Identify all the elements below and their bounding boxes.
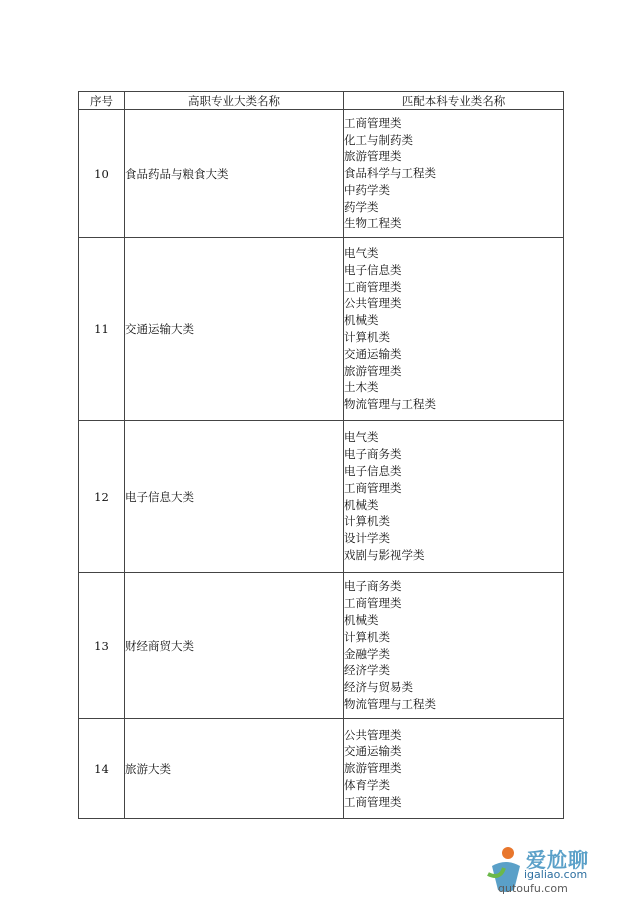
match-item: 计算机类: [344, 514, 390, 529]
table-row: [79, 238, 564, 421]
watermark-text: 爱尬聊: [526, 848, 589, 872]
table-row: [79, 573, 564, 719]
match-item: 工商管理类: [344, 794, 402, 809]
row-matches: [344, 573, 564, 719]
row-matches: [344, 110, 564, 238]
header-serial: 序号: [79, 92, 125, 110]
row-category: 旅游大类: [125, 719, 344, 819]
header-matched-undergrad: 匹配本科专业类名称: [344, 92, 564, 110]
match-item: 机械类: [344, 612, 379, 627]
row-number: 11: [79, 238, 125, 421]
match-item: 机械类: [344, 313, 379, 328]
table-row: [79, 110, 564, 238]
match-item: 工商管理类: [344, 480, 402, 495]
match-item: 物流管理与工程类: [344, 696, 436, 711]
majors-table: [78, 91, 564, 819]
match-item: 电子信息类: [344, 463, 402, 478]
match-item: 中药学类: [344, 182, 390, 197]
table-row: [79, 421, 564, 573]
match-item: 戏剧与影视学类: [344, 547, 425, 562]
match-item: 经济学类: [344, 663, 390, 678]
row-category: 电子信息大类: [125, 421, 344, 573]
match-item: 电子商务类: [344, 579, 402, 594]
match-item: 药学类: [344, 199, 379, 214]
match-item: 物流管理与工程类: [344, 397, 436, 412]
match-item: 工商管理类: [344, 279, 402, 294]
match-item: 旅游管理类: [344, 149, 402, 164]
match-item: 电气类: [344, 246, 379, 261]
row-matches: [344, 238, 564, 421]
match-item: 金融学类: [344, 646, 390, 661]
match-item: 生物工程类: [344, 216, 402, 231]
match-item: 交通运输类: [344, 346, 402, 361]
watermark: [486, 842, 636, 902]
row-category: 财经商贸大类: [125, 573, 344, 719]
watermark-domain-secondary: qutoufu.com: [498, 882, 568, 895]
match-item: 计算机类: [344, 629, 390, 644]
row-category: 食品药品与粮食大类: [125, 110, 344, 238]
match-item: 化工与制药类: [344, 132, 413, 147]
match-item: 电子信息类: [344, 262, 402, 277]
row-number: 12: [79, 421, 125, 573]
match-item: 设计学类: [344, 531, 390, 546]
row-matches: [344, 719, 564, 819]
table-row: [79, 719, 564, 819]
match-item: 公共管理类: [344, 727, 402, 742]
row-number: 10: [79, 110, 125, 238]
match-item: 公共管理类: [344, 296, 402, 311]
match-item: 旅游管理类: [344, 363, 402, 378]
match-item: 电子商务类: [344, 447, 402, 462]
row-matches: [344, 421, 564, 573]
match-item: 机械类: [344, 497, 379, 512]
match-item: 体育学类: [344, 777, 390, 792]
row-number: 13: [79, 573, 125, 719]
header-vocational-category: 高职专业大类名称: [125, 92, 344, 110]
row-number: 14: [79, 719, 125, 819]
table-header-row: [79, 92, 564, 110]
match-item: 食品科学与工程类: [344, 166, 436, 181]
watermark-domain: igaliao.com: [524, 868, 588, 881]
match-item: 计算机类: [344, 330, 390, 344]
match-item: 工商管理类: [344, 596, 402, 611]
row-category: 交通运输大类: [125, 238, 344, 421]
match-item: 旅游管理类: [344, 761, 402, 776]
match-item: 经济与贸易类: [344, 680, 413, 695]
match-item: 交通运输类: [344, 744, 402, 759]
match-item: 土木类: [344, 380, 379, 395]
match-item: 工商管理类: [344, 115, 402, 130]
match-item: 电气类: [344, 430, 379, 445]
